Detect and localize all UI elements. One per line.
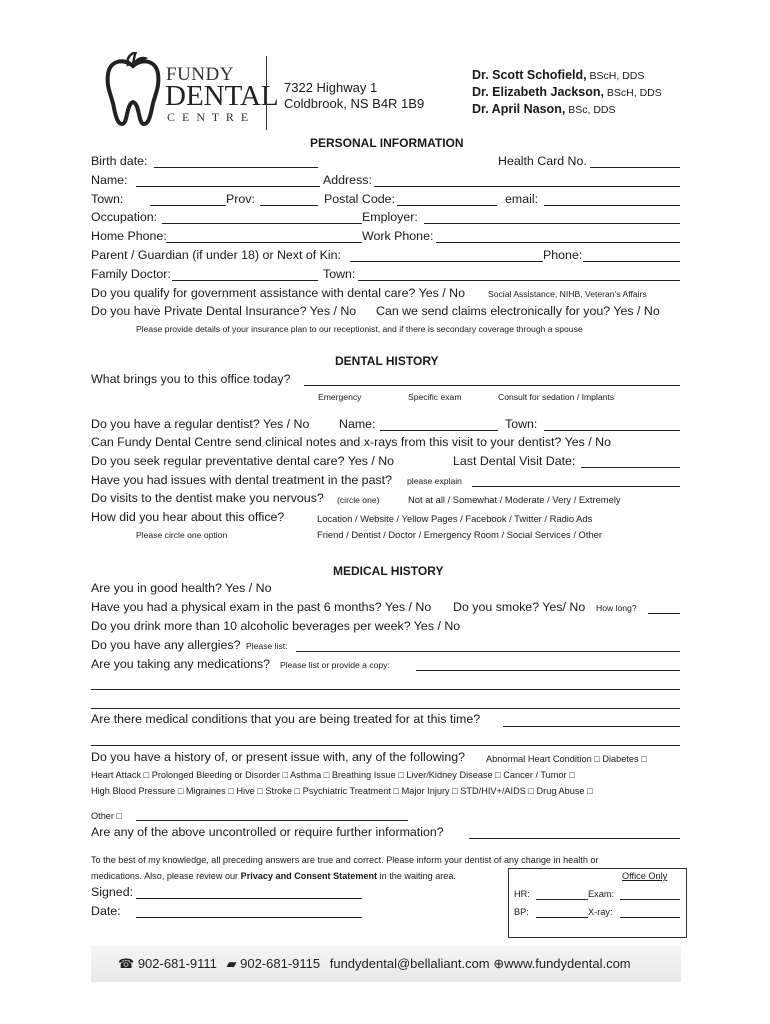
occupation-label: Occupation: xyxy=(91,210,158,224)
claims-question: Can we send claims electronically for you? Yes / No xyxy=(376,304,660,318)
bp-label: BP: xyxy=(514,907,529,917)
prov-field[interactable] xyxy=(260,205,318,206)
history-other-field[interactable] xyxy=(136,820,408,821)
postal-field[interactable] xyxy=(397,205,497,206)
alcohol-question: Do you drink more than 10 alcoholic beverages per week? Yes / No xyxy=(91,619,461,633)
doctor-3-cred: BSc, DDS xyxy=(565,104,616,116)
footer-email: fundydental@bellaliant.com xyxy=(329,956,490,971)
allergies-question: Do you have any allergies? xyxy=(91,638,241,652)
office-only-title: Office Only xyxy=(622,871,668,881)
issues-note: please explain xyxy=(407,476,462,486)
address-field[interactable] xyxy=(374,186,680,187)
hear-options-1[interactable]: Location / Website / Yellow Pages / Facebook / Twitter / Radio Ads xyxy=(317,513,593,524)
guardian-field[interactable] xyxy=(350,261,543,262)
doctor-1 xyxy=(472,68,644,82)
medications-field-1[interactable] xyxy=(416,670,680,671)
issues-question: Have you had issues with dental treatment in the past? xyxy=(91,473,392,487)
issues-field[interactable] xyxy=(472,486,680,487)
brings-question: What brings you to this office today? xyxy=(91,372,291,386)
doctor-3 xyxy=(472,102,616,116)
consent-line-2 xyxy=(91,871,456,881)
medical-heading: MEDICAL HISTORY xyxy=(333,564,444,578)
gov-assist-note: Social Assistance, NIHB, Veteran’s Affairs xyxy=(488,289,647,299)
footer-phone: 902-681-9111 xyxy=(137,956,217,971)
option-emergency[interactable]: Emergency xyxy=(318,392,362,402)
name-label: Name: xyxy=(91,173,128,187)
logo-dental: DENTAL xyxy=(165,80,279,112)
medications-field-3[interactable] xyxy=(91,708,680,709)
guardian-phone-label: Phone: xyxy=(543,248,583,262)
consent-line-2a: medications. Also, please review our xyxy=(91,871,241,881)
tooth-logo-icon xyxy=(104,52,162,126)
regular-dentist-question: Do you have a regular dentist? Yes / No xyxy=(91,417,310,431)
how-long-label: How long? xyxy=(596,603,637,613)
uncontrolled-field[interactable] xyxy=(469,838,680,839)
doctor-2 xyxy=(472,85,662,99)
doctor-1-name: Dr. Scott Schofield, xyxy=(472,68,587,82)
occupation-field[interactable] xyxy=(162,223,362,224)
hear-note: Please circle one option xyxy=(136,530,228,540)
birth-date-label: Birth date: xyxy=(91,154,148,168)
address-label: Address: xyxy=(323,173,372,187)
consent-line-2c: in the waiting area. xyxy=(377,871,456,881)
medications-note: Please list or provide a copy: xyxy=(280,660,390,670)
uncontrolled-question: Are any of the above uncontrolled or require further information? xyxy=(91,825,444,839)
medications-field-2[interactable] xyxy=(91,689,680,690)
allergies-field[interactable] xyxy=(296,651,680,652)
doctor-town-field[interactable] xyxy=(358,280,680,281)
regular-dentist-town-label: Town: xyxy=(505,417,538,431)
employer-label: Employer: xyxy=(362,210,418,224)
exam-label: Exam: xyxy=(588,889,615,899)
logo-centre: C E N T R E xyxy=(167,110,251,124)
home-phone-label: Home Phone: xyxy=(91,229,167,243)
address-line-1: 7322 Highway 1 xyxy=(284,80,378,95)
insurance-note: Please provide details of your insurance plan to our receptionist, and if there is secondary coverage through a spouse xyxy=(136,324,583,334)
personal-heading: PERSONAL INFORMATION xyxy=(310,136,464,150)
town-field[interactable] xyxy=(150,205,226,206)
option-specific-exam[interactable]: Specific exam xyxy=(408,392,462,402)
how-long-field[interactable] xyxy=(648,613,680,614)
history-row-3[interactable]: High Blood Pressure □ Migraines □ Hive □ Stroke □ Psychiatric Treatment □ Major Injury □ STD/HIV+/AIDS □ Drug Abuse □ xyxy=(91,786,593,796)
hr-field[interactable] xyxy=(536,899,588,900)
logo-fundy: FUNDY xyxy=(166,64,234,85)
history-question: Do you have a history of, or present issue with, any of the following? xyxy=(91,750,465,764)
guardian-phone-field[interactable] xyxy=(583,261,680,262)
send-notes-question: Can Fundy Dental Centre send clinical notes and x-rays from this visit to your dentist? Yes / No xyxy=(91,435,611,449)
hr-label: HR: xyxy=(514,889,530,899)
dental-heading: DENTAL HISTORY xyxy=(335,354,439,368)
email-field[interactable] xyxy=(544,205,680,206)
date-field[interactable] xyxy=(136,917,362,918)
nervous-options[interactable]: Not at all / Somewhat / Moderate / Very / Extremely xyxy=(408,494,621,505)
hear-options-2[interactable]: Friend / Dentist / Doctor / Emergency Room / Social Services / Other xyxy=(317,529,602,540)
privacy-statement: Privacy and Consent Statement xyxy=(240,871,378,881)
town-label: Town: xyxy=(91,192,124,206)
regular-dentist-name-field[interactable] xyxy=(380,430,498,431)
regular-dentist-town-field[interactable] xyxy=(544,430,680,431)
header-divider xyxy=(266,56,267,130)
date-label: Date: xyxy=(91,904,121,918)
footer-contact xyxy=(118,956,631,972)
last-visit-field[interactable] xyxy=(581,467,680,468)
medications-question: Are you taking any medications? xyxy=(91,657,271,671)
phone-icon: ☎ xyxy=(118,956,135,971)
work-phone-label: Work Phone: xyxy=(362,229,434,243)
private-insurance-question: Do you have Private Dental Insurance? Yes / No xyxy=(91,304,357,318)
home-phone-field[interactable] xyxy=(166,242,362,243)
last-visit-label: Last Dental Visit Date: xyxy=(453,454,576,468)
name-field[interactable] xyxy=(136,186,320,187)
footer-fax: 902-681-9115 xyxy=(240,956,321,971)
physical-question: Have you had a physical exam in the past 6 months? Yes / No xyxy=(91,600,432,614)
nervous-question: Do visits to the dentist make you nervous? xyxy=(91,491,324,505)
family-doctor-field[interactable] xyxy=(172,280,318,281)
work-phone-field[interactable] xyxy=(436,242,680,243)
xray-field[interactable] xyxy=(620,917,680,918)
birth-date-field[interactable] xyxy=(154,167,318,168)
doctor-2-cred: BScH, DDS xyxy=(604,87,662,99)
history-other[interactable]: Other □ xyxy=(91,811,123,821)
footer-web: www.fundydental.com xyxy=(504,956,631,971)
health-card-label: Health Card No. xyxy=(498,154,587,168)
regular-dentist-name-label: Name: xyxy=(339,417,376,431)
brings-field[interactable] xyxy=(304,385,680,386)
postal-label: Postal Code: xyxy=(324,192,395,206)
option-consult[interactable]: Consult for sedation / Implants xyxy=(498,392,615,402)
preventative-question: Do you seek regular preventative dental care? Yes / No xyxy=(91,454,395,468)
consent-line-1: To the best of my knowledge, all preceding answers are true and correct. Please inform your dentist of any change in health or xyxy=(91,855,599,865)
conditions-question: Are there medical conditions that you are being treated for at this time? xyxy=(91,712,481,726)
history-row-2[interactable]: Heart Attack □ Prolonged Bleeding or Disorder □ Asthma □ Breathing Issue □ Liver/Kidney Disease □ Cancer / Tumor □ xyxy=(91,770,575,780)
guardian-label: Parent / Guardian (if under 18) or Next of Kin: xyxy=(91,248,342,262)
xray-label: X-ray: xyxy=(588,907,613,917)
gov-assist-question: Do you qualify for government assistance with dental care? Yes / No xyxy=(91,286,465,300)
fax-icon: ▰ xyxy=(226,956,237,971)
hear-question: How did you hear about this office? xyxy=(91,510,285,524)
doctor-2-name: Dr. Elizabeth Jackson, xyxy=(472,85,604,99)
email-label: email: xyxy=(505,192,539,206)
globe-icon: ⊕ xyxy=(493,956,505,971)
bp-field[interactable] xyxy=(536,917,588,918)
smoke-question: Do you smoke? Yes/ No xyxy=(453,600,586,614)
health-card-field[interactable] xyxy=(590,167,680,168)
signature-field[interactable] xyxy=(136,898,362,899)
doctor-3-name: Dr. April Nason, xyxy=(472,102,566,116)
allergies-note: Please list: xyxy=(246,641,288,651)
good-health-question: Are you in good health? Yes / No xyxy=(91,581,272,595)
address-line-2: Coldbrook, NS B4R 1B9 xyxy=(284,96,425,111)
doctor-1-cred: BScH, DDS xyxy=(586,70,645,82)
doctor-town-label: Town: xyxy=(323,267,356,281)
conditions-field-2[interactable] xyxy=(91,745,680,746)
nervous-note: (circle one) xyxy=(337,495,380,505)
signed-label: Signed: xyxy=(91,885,134,899)
family-doctor-label: Family Doctor: xyxy=(91,267,171,281)
prov-label: Prov: xyxy=(226,192,255,206)
history-row-1[interactable]: Abnormal Heart Condition □ Diabetes □ xyxy=(486,754,647,764)
conditions-field-1[interactable] xyxy=(503,726,680,727)
employer-field[interactable] xyxy=(424,223,680,224)
exam-field[interactable] xyxy=(620,899,680,900)
